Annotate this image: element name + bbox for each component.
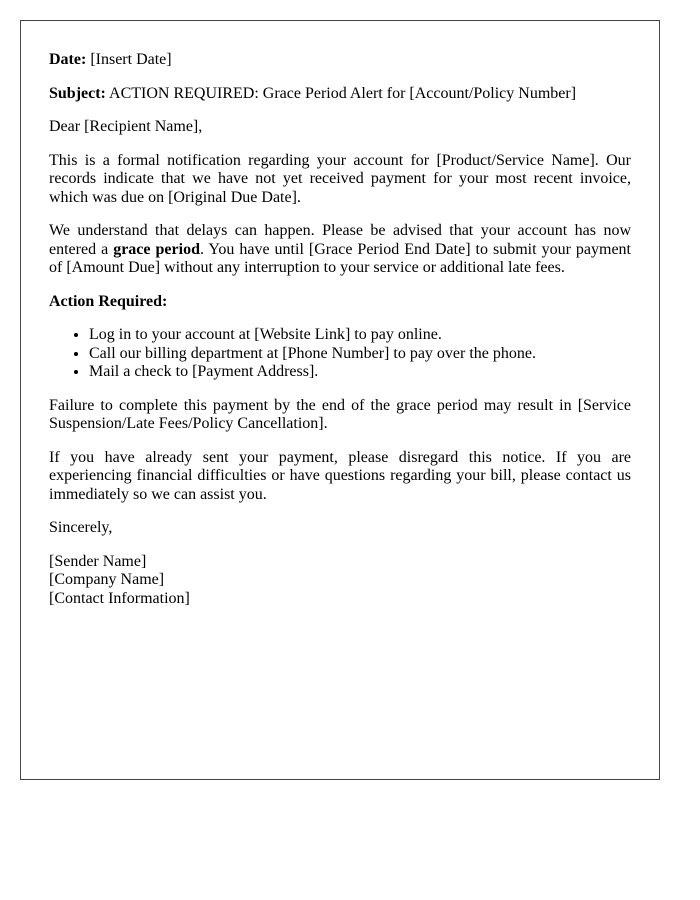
action-required-heading: Action Required: bbox=[49, 292, 168, 310]
action-list bbox=[49, 326, 631, 382]
grace-paragraph bbox=[49, 222, 631, 278]
subject-value: ACTION REQUIRED: Grace Period Alert for [Account/Policy Number] bbox=[109, 84, 577, 102]
grace-period-emphasis: grace period bbox=[113, 240, 200, 258]
subject-label: Subject: bbox=[49, 84, 106, 102]
action-item-online: • Log in to your account at [Website Link] to pay online. bbox=[89, 326, 631, 345]
date-value: [Insert Date] bbox=[90, 51, 172, 68]
signature-block bbox=[49, 553, 631, 609]
grace-text-after: . You have until [Grace Period End Date] to submit your payment of [Amount Due] without any interruption to your service or additional late fees. bbox=[49, 240, 632, 276]
letter-page bbox=[20, 20, 660, 780]
date-label: Date: bbox=[49, 51, 87, 68]
sender-name: [Sender Name] bbox=[49, 552, 147, 570]
action-item-mail: • Mail a check to [Payment Address]. bbox=[89, 363, 631, 382]
salutation: Dear [Recipient Name], bbox=[49, 118, 203, 135]
contact-information: [Contact Information] bbox=[49, 589, 190, 607]
action-item-phone: • Call our billing department at [Phone Number] to pay over the phone. bbox=[89, 345, 631, 364]
intro-paragraph: This is a formal notification regarding your account for [Product/Service Name]. Our records indicate that we have not yet received payment for your most recent invoice, which was due on [Original Due Date]. bbox=[49, 151, 631, 206]
subject-line bbox=[49, 85, 631, 104]
signoff: Sincerely, bbox=[49, 519, 113, 536]
closing-paragraph: If you have already sent your payment, please disregard this notice. If you are experiencing financial difficulties or have questions regarding your bill, please contact us immediately so we can assist you. bbox=[49, 448, 631, 503]
company-name: [Company Name] bbox=[49, 571, 165, 588]
date-line bbox=[49, 51, 631, 70]
failure-paragraph: Failure to complete this payment by the end of the grace period may result in [Service Suspension/Late Fees/Policy Cancellation]. bbox=[49, 396, 631, 432]
grace-text-before: We understand that delays can happen. Please be advised that your account has now entered a bbox=[49, 222, 631, 258]
